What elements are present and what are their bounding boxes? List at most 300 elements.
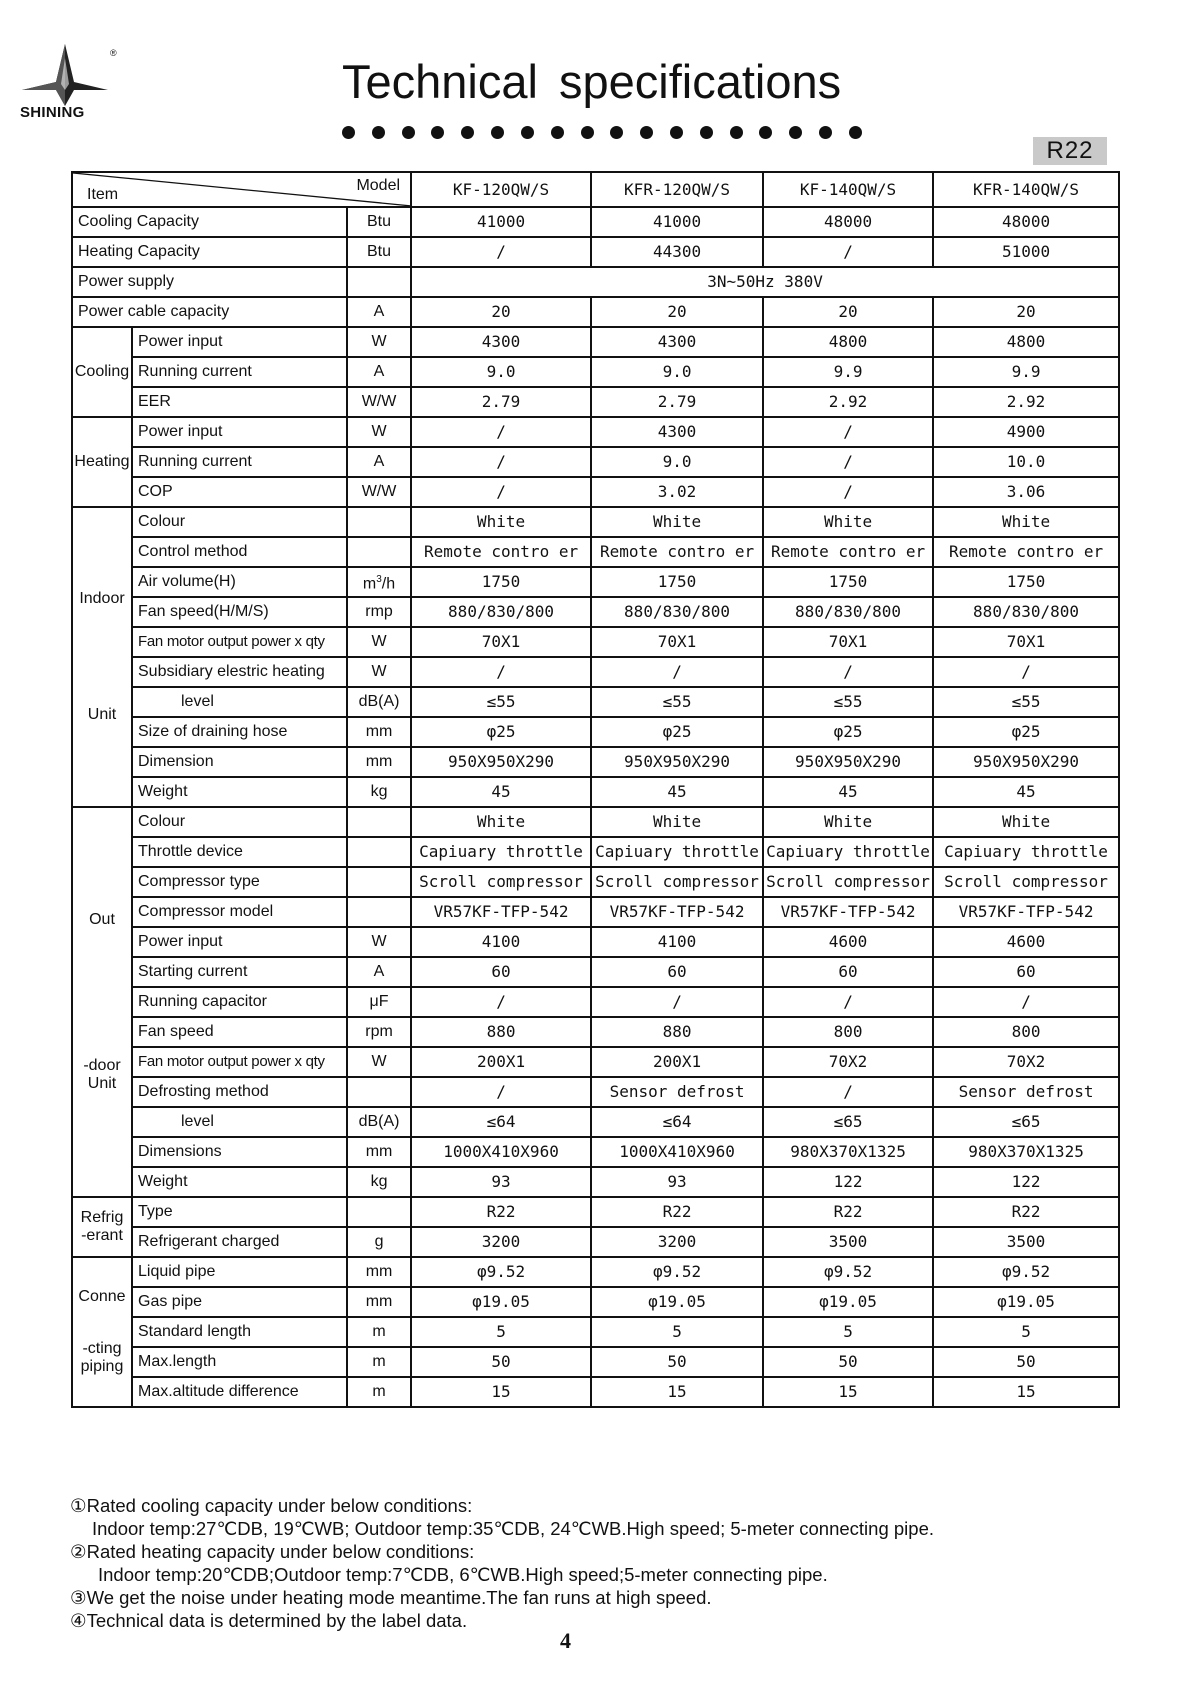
value-cell: R22 [591, 1197, 763, 1227]
value-cell: White [933, 807, 1119, 837]
title-dot [789, 126, 802, 139]
row-label: Max.length [132, 1347, 347, 1377]
value-cell: 950X950X290 [411, 747, 591, 777]
title-dot-divider [342, 126, 862, 144]
value-cell: 48000 [933, 207, 1119, 237]
value-cell: φ19.05 [411, 1287, 591, 1317]
title-dot [342, 126, 355, 139]
unit-cell: μF [347, 987, 411, 1017]
group-label-stack [73, 911, 131, 1093]
row-outdoor-3 [72, 897, 1119, 927]
value-cell: 5 [411, 1317, 591, 1347]
value-cell: 50 [933, 1347, 1119, 1377]
item-model-header [72, 172, 411, 207]
value-cell: R22 [763, 1197, 933, 1227]
value-cell: 50 [763, 1347, 933, 1377]
group-label-line: Unit [87, 1075, 117, 1092]
item-header: Item [87, 186, 119, 203]
row-heating-1 [72, 447, 1119, 477]
title-dot [759, 126, 772, 139]
value-cell: 4300 [411, 327, 591, 357]
value-cell: 1750 [591, 567, 763, 597]
row-label: Power cable capacity [72, 297, 347, 327]
row-label: level [132, 687, 347, 717]
value-cell: 45 [933, 777, 1119, 807]
value-cell: 60 [763, 957, 933, 987]
value-cell: Scroll compressor [591, 867, 763, 897]
unit-cell: g [347, 1227, 411, 1257]
row-heating-2 [72, 477, 1119, 507]
value-cell: 2.92 [763, 387, 933, 417]
value-cell: 60 [933, 957, 1119, 987]
value-cell: R22 [411, 1197, 591, 1227]
value-cell: 93 [591, 1167, 763, 1197]
row-label: Type [132, 1197, 347, 1227]
shining-star-icon [22, 44, 108, 106]
unit-cell-m3h: $m^3/h$ [347, 567, 411, 597]
unit-cell: A [347, 297, 411, 327]
value-cell: 15 [763, 1377, 933, 1407]
row-outdoor-8 [72, 1047, 1119, 1077]
unit-cell: mm [347, 1137, 411, 1167]
value-cell: 9.0 [591, 357, 763, 387]
value-cell: White [763, 507, 933, 537]
value-cell: White [933, 507, 1119, 537]
group-label-line: Out [89, 911, 115, 928]
title-dot [402, 126, 415, 139]
value-cell: 20 [411, 297, 591, 327]
title-dot [372, 126, 385, 139]
value-cell: 41000 [411, 207, 591, 237]
value-cell: ≤65 [763, 1107, 933, 1137]
model-header-cell: KF-120QW/S [411, 172, 591, 207]
row-piping-2 [72, 1317, 1119, 1347]
value-cell: 122 [933, 1167, 1119, 1197]
group-label-stack [73, 1209, 131, 1245]
value-cell: 15 [411, 1377, 591, 1407]
value-cell: 3500 [763, 1227, 933, 1257]
value-cell: 880/830/800 [933, 597, 1119, 627]
value-cell: / [591, 657, 763, 687]
unit-cell: mm [347, 747, 411, 777]
brand-name: SHINING [20, 104, 85, 121]
refrigerant-badge: R22 [1033, 137, 1107, 165]
value-cell: 20 [763, 297, 933, 327]
row-indoor-7 [72, 717, 1119, 747]
unit-cell: W/W [347, 477, 411, 507]
row-label: EER [132, 387, 347, 417]
value-cell: 44300 [591, 237, 763, 267]
value-cell: 93 [411, 1167, 591, 1197]
value-cell: 15 [933, 1377, 1119, 1407]
row-outdoor-9 [72, 1077, 1119, 1107]
group-label-line: -door [83, 1057, 121, 1074]
unit-cell [347, 1197, 411, 1227]
value-cell: Remote contro er [591, 537, 763, 567]
value-cell: 122 [763, 1167, 933, 1197]
row-label: Colour [132, 507, 347, 537]
value-cell: Remote contro er [933, 537, 1119, 567]
unit-cell: Btu [347, 207, 411, 237]
group-label-line: -erant [81, 1227, 123, 1244]
value-cell: White [411, 807, 591, 837]
model-header-cell: KFR-140QW/S [933, 172, 1119, 207]
row-outdoor-7 [72, 1017, 1119, 1047]
value-cell: / [591, 987, 763, 1017]
unit-cell: dB(A) [347, 687, 411, 717]
group-label-line: -cting [82, 1340, 122, 1357]
value-cell: 9.0 [591, 447, 763, 477]
value-cell: 50 [591, 1347, 763, 1377]
value-cell: 2.92 [933, 387, 1119, 417]
row-label: Compressor model [132, 897, 347, 927]
value-cell: 4300 [591, 417, 763, 447]
value-cell: White [411, 507, 591, 537]
value-cell: / [763, 987, 933, 1017]
value-cell: φ9.52 [591, 1257, 763, 1287]
brand-logo [20, 44, 117, 124]
value-cell: Capiuary throttle [411, 837, 591, 867]
row-heating-0 [72, 417, 1119, 447]
row-cooling_capacity [72, 207, 1119, 237]
row-label: Running capacitor [132, 987, 347, 1017]
row-indoor-9 [72, 777, 1119, 807]
row-piping-1 [72, 1287, 1119, 1317]
value-cell: 45 [763, 777, 933, 807]
value-cell: ≤55 [763, 687, 933, 717]
value-cell: Capiuary throttle [591, 837, 763, 867]
value-cell: 200X1 [411, 1047, 591, 1077]
group-label-stack [73, 363, 131, 381]
row-label: Colour [132, 807, 347, 837]
row-label: Defrosting method [132, 1077, 347, 1107]
value-cell: 15 [591, 1377, 763, 1407]
unit-cell: kg [347, 1167, 411, 1197]
value-cell: ≤55 [933, 687, 1119, 717]
value-cell: 4600 [933, 927, 1119, 957]
value-cell: φ25 [763, 717, 933, 747]
registered-mark: ® [110, 48, 117, 58]
row-indoor-4 [72, 627, 1119, 657]
row-piping-3 [72, 1347, 1119, 1377]
unit-cell: rmp [347, 597, 411, 627]
value-cell: 5 [763, 1317, 933, 1347]
value-cell: 20 [591, 297, 763, 327]
value-cell: 950X950X290 [763, 747, 933, 777]
value-cell: 70X2 [933, 1047, 1119, 1077]
value-cell: / [763, 1077, 933, 1107]
row-indoor-0 [72, 507, 1119, 537]
value-cell: 880/830/800 [591, 597, 763, 627]
group-label-cooling [72, 327, 132, 417]
group-label-line: Indoor [79, 590, 125, 607]
row-outdoor-0 [72, 807, 1119, 837]
value-cell: Remote contro er [763, 537, 933, 567]
unit-cell: Btu [347, 237, 411, 267]
spec-table [71, 171, 1120, 1408]
value-cell: / [763, 477, 933, 507]
value-cell: 800 [933, 1017, 1119, 1047]
row-label: Liquid pipe [132, 1257, 347, 1287]
unit-cell: A [347, 447, 411, 477]
row-outdoor-1 [72, 837, 1119, 867]
value-cell: ≤64 [411, 1107, 591, 1137]
note-2: ②Rated heating capacity under below conditions: [70, 1541, 475, 1562]
model-header-cell: KFR-120QW/S [591, 172, 763, 207]
model-header: Model [356, 177, 401, 194]
value-cell: 70X1 [591, 627, 763, 657]
value-cell: 50 [411, 1347, 591, 1377]
value-cell: 45 [411, 777, 591, 807]
group-label-line: piping [80, 1358, 124, 1375]
row-label: Dimension [132, 747, 347, 777]
unit-cell: kg [347, 777, 411, 807]
title-dot [730, 126, 743, 139]
row-heating_capacity [72, 237, 1119, 267]
value-cell: φ19.05 [933, 1287, 1119, 1317]
group-label-line: Heating [74, 453, 130, 470]
value-cell: 880/830/800 [763, 597, 933, 627]
value-cell: 4300 [591, 327, 763, 357]
value-cell: 200X1 [591, 1047, 763, 1077]
row-label: Air volume(H) [132, 567, 347, 597]
row-label: Running current [132, 357, 347, 387]
value-cell: Scroll compressor [763, 867, 933, 897]
value-cell: 950X950X290 [933, 747, 1119, 777]
row-label: Subsidiary elestric heating [132, 657, 347, 687]
row-outdoor-11 [72, 1137, 1119, 1167]
unit-cell [347, 867, 411, 897]
value-cell: / [411, 657, 591, 687]
row-label: Throttle device [132, 837, 347, 867]
row-label: COP [132, 477, 347, 507]
unit-cell: W [347, 927, 411, 957]
unit-cell [347, 1077, 411, 1107]
value-cell: φ25 [933, 717, 1119, 747]
row-label: Standard length [132, 1317, 347, 1347]
row-cooling-0 [72, 327, 1119, 357]
title-dot [670, 126, 683, 139]
group-label-line: Refrig [80, 1209, 124, 1226]
group-label-refrigerant [72, 1197, 132, 1257]
value-cell: / [411, 987, 591, 1017]
value-cell: 4100 [411, 927, 591, 957]
value-cell: 880 [591, 1017, 763, 1047]
row-label: Cooling Capacity [72, 207, 347, 237]
unit-cell: m [347, 1377, 411, 1407]
note-2-conditions: Indoor temp:20℃DB;Outdoor temp:7℃DB, 6℃WB.High speed;5-meter connecting pipe. [98, 1564, 828, 1585]
row-outdoor-4 [72, 927, 1119, 957]
row-power_cable [72, 297, 1119, 327]
row-refrigerant-0 [72, 1197, 1119, 1227]
table-header-row [72, 172, 1119, 207]
unit-cell [347, 897, 411, 927]
group-label-stack [73, 453, 131, 471]
title-dot [521, 126, 534, 139]
unit-cell [347, 807, 411, 837]
value-cell: Remote contro er [411, 537, 591, 567]
value-cell: φ19.05 [591, 1287, 763, 1317]
row-label: Max.altitude difference [132, 1377, 347, 1407]
value-cell: ≤65 [933, 1107, 1119, 1137]
value-cell: Sensor defrost [591, 1077, 763, 1107]
value-cell: 5 [591, 1317, 763, 1347]
row-label: Fan motor output power x qty [132, 1047, 347, 1077]
value-cell: 10.0 [933, 447, 1119, 477]
value-cell: / [411, 477, 591, 507]
group-label-line: Conne [78, 1288, 126, 1305]
row-indoor-8 [72, 747, 1119, 777]
row-cooling-1 [72, 357, 1119, 387]
value-cell: 1750 [411, 567, 591, 597]
row-label: Refrigerant charged [132, 1227, 347, 1257]
row-indoor-1 [72, 537, 1119, 567]
value-cell: ≤64 [591, 1107, 763, 1137]
value-cell: Scroll compressor [933, 867, 1119, 897]
value-cell: 4100 [591, 927, 763, 957]
row-refrigerant-1 [72, 1227, 1119, 1257]
title-dot [640, 126, 653, 139]
title-dot [610, 126, 623, 139]
unit-cell: A [347, 957, 411, 987]
value-cell: / [763, 237, 933, 267]
row-indoor-3 [72, 597, 1119, 627]
title-dot [551, 126, 564, 139]
row-label: Power input [132, 927, 347, 957]
value-cell: φ25 [411, 717, 591, 747]
row-label: Size of draining hose [132, 717, 347, 747]
value-cell: / [411, 447, 591, 477]
row-label: Dimensions [132, 1137, 347, 1167]
value-cell: Capiuary throttle [933, 837, 1119, 867]
value-cell: VR57KF-TFP-542 [763, 897, 933, 927]
value-cell: 51000 [933, 237, 1119, 267]
row-indoor-2 [72, 567, 1119, 597]
value-cell: ≤55 [411, 687, 591, 717]
group-label-outdoor [72, 807, 132, 1197]
note-3: ③We get the noise under heating mode meantime.The fan runs at high speed. [70, 1587, 712, 1608]
row-label: Power input [132, 417, 347, 447]
row-label: Starting current [132, 957, 347, 987]
row-piping-0 [72, 1257, 1119, 1287]
value-cell: 980X370X1325 [763, 1137, 933, 1167]
title-dot [819, 126, 832, 139]
title-dot [700, 126, 713, 139]
group-label-heating [72, 417, 132, 507]
row-cooling-2 [72, 387, 1119, 417]
title-dot [581, 126, 594, 139]
value-cell: 3.06 [933, 477, 1119, 507]
value-cell: 60 [591, 957, 763, 987]
value-cell: 3200 [411, 1227, 591, 1257]
value-cell: / [933, 657, 1119, 687]
row-piping-4 [72, 1377, 1119, 1407]
value-cell: / [411, 1077, 591, 1107]
unit-cell: W [347, 327, 411, 357]
row-label: Fan motor output power x qty [132, 627, 347, 657]
page-title: Technical specifications [342, 55, 842, 108]
row-label: Fan speed [132, 1017, 347, 1047]
value-cell: 70X1 [933, 627, 1119, 657]
value-cell: 980X370X1325 [933, 1137, 1119, 1167]
title-dot [491, 126, 504, 139]
value-cell: 5 [933, 1317, 1119, 1347]
group-label-piping [72, 1257, 132, 1407]
value-cell: 2.79 [411, 387, 591, 417]
row-indoor-6 [72, 687, 1119, 717]
value-cell: 45 [591, 777, 763, 807]
row-label: Gas pipe [132, 1287, 347, 1317]
value-cell: White [591, 507, 763, 537]
note-1-conditions: Indoor temp:27℃DB, 19℃WB; Outdoor temp:35℃DB, 24℃WB.High speed; 5-meter connecting pipe. [92, 1518, 935, 1539]
value-cell: 48000 [763, 207, 933, 237]
row-label: Weight [132, 1167, 347, 1197]
row-outdoor-10 [72, 1107, 1119, 1137]
value-cell: 70X1 [411, 627, 591, 657]
note-4: ④Technical data is determined by the label data. [70, 1610, 468, 1631]
group-label-stack [73, 590, 131, 724]
value-cell: 1000X410X960 [411, 1137, 591, 1167]
group-label-stack [73, 1288, 131, 1376]
unit-cell: m [347, 1347, 411, 1377]
row-label: Running current [132, 447, 347, 477]
row-label: Fan speed(H/M/S) [132, 597, 347, 627]
unit-cell [347, 267, 411, 297]
note-1: ①Rated cooling capacity under below conditions: [70, 1495, 473, 1516]
value-cell: 800 [763, 1017, 933, 1047]
value-cell: 1000X410X960 [591, 1137, 763, 1167]
unit-cell: mm [347, 1257, 411, 1287]
model-header-cell: KF-140QW/S [763, 172, 933, 207]
row-indoor-5 [72, 657, 1119, 687]
value-cell: 4600 [763, 927, 933, 957]
title-dot [849, 126, 862, 139]
unit-cell [347, 507, 411, 537]
value-cell: 880 [411, 1017, 591, 1047]
value-cell: White [591, 807, 763, 837]
value-cell: 4800 [933, 327, 1119, 357]
unit-cell: W [347, 657, 411, 687]
value-cell: 9.0 [411, 357, 591, 387]
title-dot [431, 126, 444, 139]
value-cell: / [933, 987, 1119, 1017]
value-cell: 2.79 [591, 387, 763, 417]
group-label-line: Unit [87, 706, 117, 723]
value-cell: φ9.52 [763, 1257, 933, 1287]
value-cell: 1750 [763, 567, 933, 597]
value-cell: VR57KF-TFP-542 [933, 897, 1119, 927]
value-cell: Scroll compressor [411, 867, 591, 897]
row-label: Heating Capacity [72, 237, 347, 267]
value-cell: ≤55 [591, 687, 763, 717]
value-cell: 41000 [591, 207, 763, 237]
value-cell: 3.02 [591, 477, 763, 507]
value-cell: φ25 [591, 717, 763, 747]
value-cell: 9.9 [763, 357, 933, 387]
page-number: 4 [560, 1628, 571, 1653]
value-cell: 70X2 [763, 1047, 933, 1077]
value-cell: 9.9 [933, 357, 1119, 387]
unit-cell: A [347, 357, 411, 387]
row-label: Control method [132, 537, 347, 567]
unit-cell: W [347, 627, 411, 657]
value-cell: 3200 [591, 1227, 763, 1257]
row-outdoor-6 [72, 987, 1119, 1017]
unit-cell: W [347, 1047, 411, 1077]
row-label: level [132, 1107, 347, 1137]
value-cell: Capiuary throttle [763, 837, 933, 867]
row-outdoor-5 [72, 957, 1119, 987]
